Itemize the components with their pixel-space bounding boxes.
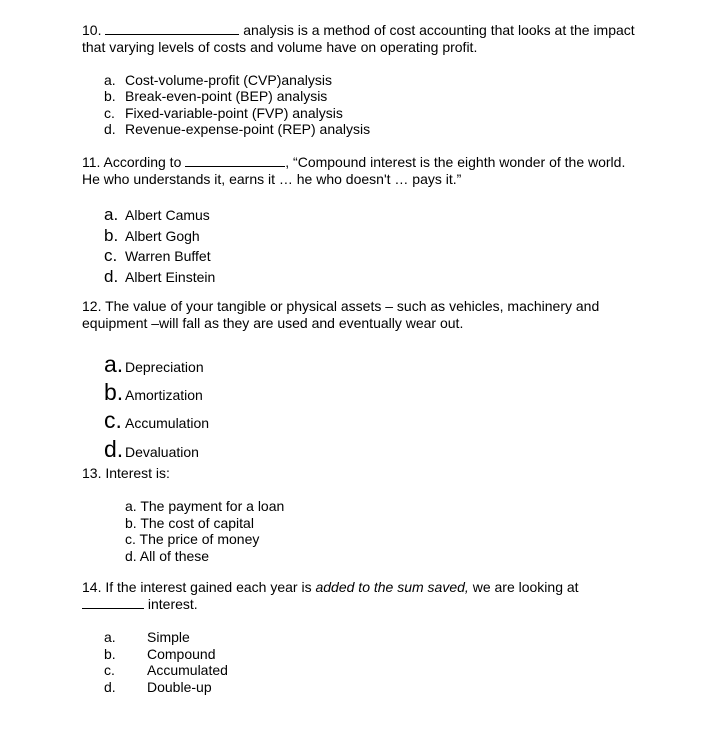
- question-14-middle: we are looking at: [472, 579, 579, 595]
- option-c[interactable]: c. Accumulated: [104, 662, 228, 678]
- option-a[interactable]: a. The payment for a loan: [125, 498, 285, 514]
- question-11: [82, 154, 642, 188]
- question-12-options: [104, 352, 209, 465]
- question-11-text: , “Compound interest is the eighth wonder of the world. He who understands it, earns it … he who doesn't … pays it.”: [82, 154, 626, 187]
- question-14-options: [104, 629, 228, 695]
- option-b[interactable]: b. The cost of capital: [125, 514, 254, 531]
- option-a[interactable]: a. Simple: [104, 629, 190, 645]
- question-10-number: 10.: [82, 22, 102, 38]
- option-b[interactable]: b. Albert Gogh: [104, 225, 200, 245]
- question-14-text: interest.: [147, 596, 198, 612]
- question-13-options: [125, 498, 284, 564]
- option-d[interactable]: d. Revenue-expense-point (REP) analysis: [104, 120, 371, 137]
- question-14-lead: 14. If the interest gained each year is: [82, 579, 312, 595]
- option-d[interactable]: d. All of these: [125, 547, 210, 564]
- answer-blank: [185, 154, 285, 167]
- option-c[interactable]: c. The price of money: [125, 531, 260, 547]
- answer-blank: [82, 596, 144, 609]
- option-b[interactable]: b. Compound: [104, 645, 216, 662]
- option-d[interactable]: d. Devaluation: [104, 435, 199, 462]
- question-10: [82, 22, 642, 56]
- answer-blank: [105, 22, 239, 35]
- option-b[interactable]: b. Break-even-point (BEP) analysis: [104, 88, 328, 105]
- option-d[interactable]: d. Double-up: [104, 678, 212, 695]
- option-c[interactable]: c. Warren Buffet: [104, 246, 211, 266]
- option-c[interactable]: c. Fixed-variable-point (FVP) analysis: [104, 104, 343, 121]
- option-c[interactable]: c. Accumulation: [104, 407, 210, 434]
- question-14-emphasis: added to the sum saved,: [315, 579, 469, 595]
- option-b[interactable]: b. Amortization: [104, 379, 203, 406]
- question-10-options: [104, 72, 370, 137]
- question-10-text: analysis is a method of cost accounting that looks at the impact that varying levels of costs and volume have on operating profit.: [82, 22, 635, 55]
- option-a[interactable]: a. Albert Camus: [104, 205, 210, 224]
- option-a[interactable]: a. Cost-volume-profit (CVP)analysis: [104, 72, 332, 88]
- question-11-options: [104, 205, 215, 288]
- option-d[interactable]: d. Albert Einstein: [104, 267, 216, 287]
- option-a[interactable]: a. Depreciation: [104, 351, 204, 377]
- question-14: [82, 579, 642, 613]
- question-13: 13. Interest is:: [82, 465, 170, 481]
- question-11-lead: 11. According to: [82, 154, 182, 170]
- question-12: 12. The value of your tangible or physical assets – such as vehicles, machinery and equipment –will fall as they are used and eventually wear out.: [82, 298, 600, 331]
